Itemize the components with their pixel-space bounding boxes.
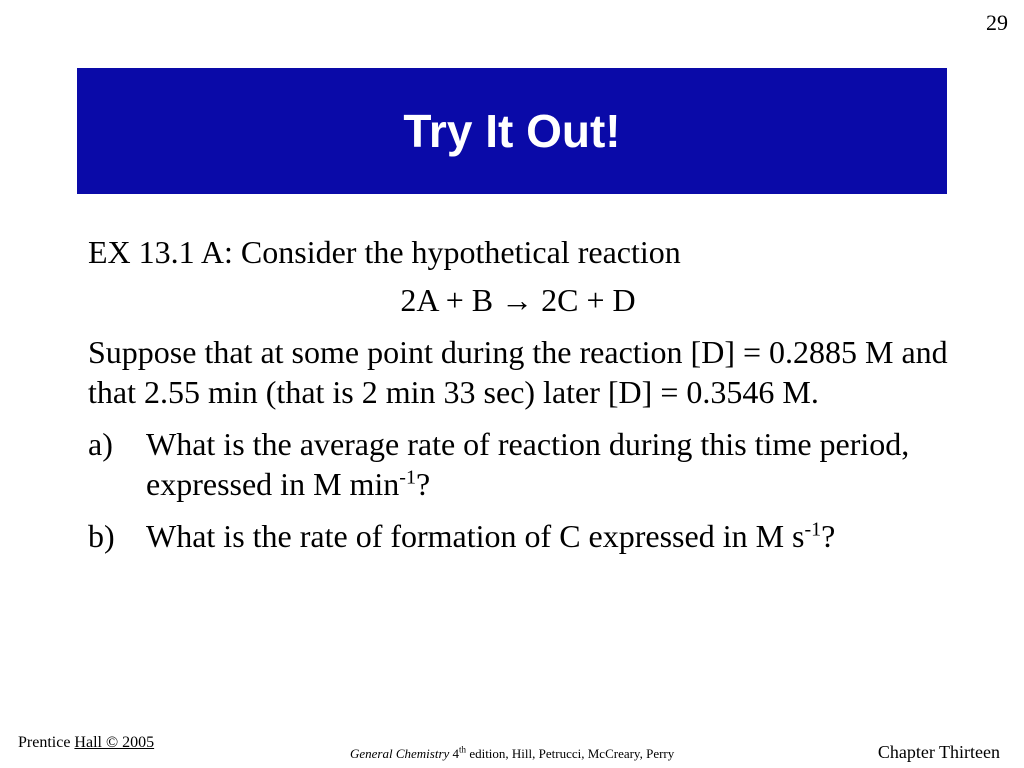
question-marker: a) <box>88 426 113 462</box>
title-bar <box>77 68 947 194</box>
question-text-main: What is the rate of formation of C expressed in M s <box>146 518 805 554</box>
footer-copyright <box>18 734 154 752</box>
exponent: -1 <box>399 466 416 489</box>
reaction-equation: 2A + B → 2C + D <box>400 282 636 318</box>
footer-citation <box>350 746 674 762</box>
slide-content <box>88 232 948 568</box>
edition-number: 4 <box>449 746 460 761</box>
edition-authors: edition, Hill, Petrucci, McCreary, Perry <box>466 746 675 761</box>
problem-paragraph: Suppose that at some point during the reaction [D] = 0.2885 M and that 2.55 min (that is 2 min 33 sec) later [D] = 0.3546 M. <box>88 334 948 410</box>
question-text-end: ? <box>415 466 431 502</box>
example-intro: EX 13.1 A: Consider the hypothetical reaction <box>88 234 681 270</box>
slide-number: 29 <box>986 10 1008 35</box>
chapter-label: Chapter Thirteen <box>877 742 1000 762</box>
publisher-link[interactable]: Hall © 2005 <box>74 734 155 751</box>
question-text <box>146 424 948 504</box>
book-title: General Chemistry <box>350 746 450 761</box>
question-a <box>88 424 948 504</box>
question-text-main: What is the average rate of reaction during this time period, expressed in M min <box>146 426 910 502</box>
question-marker: b) <box>88 518 115 554</box>
question-text <box>146 516 948 556</box>
slide-title: Try It Out! <box>403 105 621 157</box>
edition-suffix: th <box>459 744 467 755</box>
question-text-end: ? <box>821 518 836 554</box>
exponent: -1 <box>804 518 822 541</box>
question-b <box>88 516 948 556</box>
footer-prefix: Prentice <box>18 734 75 751</box>
